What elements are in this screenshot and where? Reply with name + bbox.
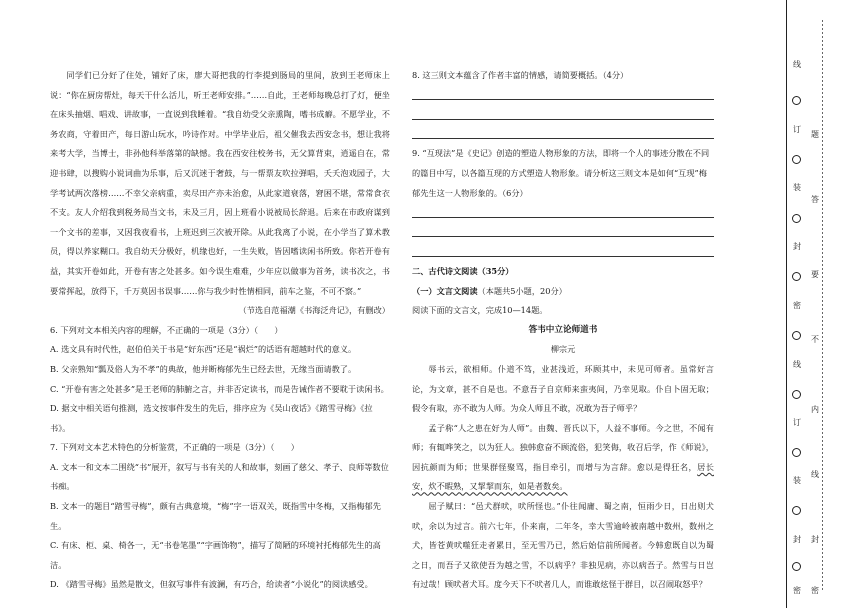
- margin-warning-char: 封: [811, 535, 819, 544]
- margin-label: 封: [793, 242, 801, 251]
- answer-line[interactable]: [412, 203, 714, 223]
- question-6-option-b: B. 父亲熟知“瓢及俗人为不孝”的典故，他并断梅郁先生已经去世，无缘当面请教了。: [50, 363, 357, 374]
- question-7-option-a: A. 文本一和文本二围绕“书”展开，叙写与书有关的人和故事，刻画了慈父、孝子、良师等数位书痴。: [50, 461, 389, 492]
- margin-label: 密: [793, 301, 801, 310]
- subsection-heading: [412, 282, 714, 302]
- binding-hole-icon: [792, 506, 801, 515]
- margin-label: 装: [793, 476, 801, 485]
- margin-warning-char: 答: [811, 195, 819, 204]
- essay-author: 柳宗元: [550, 344, 576, 355]
- margin-label: 密: [793, 586, 801, 595]
- answer-line[interactable]: [412, 125, 714, 145]
- essay-paragraph-2-text: 孟子称“人之患在好为人师”。由魏、晋氏以下，人益不事师。今之世，不闻有师；有辄哗笑之，以为狂人。独韩愈奋不顾流俗，犯笑侮，收召后学，作《师说》，因抗颜而为师；世果群怪聚骂，指目牵引，而增与为言辞。愈以是得狂名，: [412, 422, 714, 472]
- section-heading: 二、古代诗文阅读（35分）: [412, 265, 514, 276]
- passage-citation: （节选自范福潮《书海泛舟记》，有删改）: [238, 305, 390, 316]
- question-7-option-d: D. 《踏雪寻梅》虽然是散文，但叙写事件有波澜，有巧合，给读者“小说化”的阅读感受。: [50, 579, 373, 590]
- essay-paragraph-2: [412, 419, 714, 497]
- subsection-title: （一）文言文阅读: [412, 285, 478, 296]
- binding-hole-icon: [792, 562, 801, 571]
- margin-warning-char: 线: [811, 470, 819, 479]
- answer-line[interactable]: [412, 105, 714, 125]
- question-8: 8. 这三则文本蕴含了作者丰富的情感，请简要概括。（4分）: [412, 70, 629, 80]
- reading-instruction: 阅读下面的文言文，完成10—14题。: [412, 305, 548, 316]
- essay-paragraph-1: 辱书云，欲相师。仆道不笃，业甚浅近，环顾其中，未见可师者。虽常好言论，为文章，甚不自是也。不意吾子自京师来蛮夷间，乃幸见取。仆自卜固无取；假令有取，亦不敢为人师。为众人师且不敢，况敢为吾子师乎？: [412, 363, 714, 414]
- margin-warning-char: 不: [811, 335, 819, 344]
- question-7-option-c: C. 有床、柜、桌、椅各一，无“书卷笔墨”“字画饰物”，描写了简陋的环境衬托梅郁先生的高洁。: [50, 540, 381, 570]
- essay-paragraph-3: 屈子赋曰：“邑犬群吠，吠所怪也。”仆往闻庸、蜀之南，恒雨少日，日出则犬吠，余以为过言。前六七年，仆来南，二年冬，幸大雪逾岭被南越中数州，数州之犬，皆苍黄吠噬狂走者累日，至无雪乃已，然后始信前所闻者。今韩愈既自以为蜀之日，而吾子又欲使吾为越之雪，不以病乎？非独见病，亦以病吾子。然雪与日岂有过哉！顾吠者犬耳。度今天下不吠者几人，而谁敢炫怪于群目，以召闹取怒乎？: [412, 501, 714, 590]
- margin-label: 装: [793, 183, 801, 192]
- margin-label: 订: [793, 418, 801, 427]
- margin-label: 订: [793, 125, 801, 134]
- subsection-note: （本题共5小题，20分）: [477, 285, 567, 296]
- left-column: [50, 66, 390, 595]
- question-9: 9. “互现法”是《史记》创造的塑造人物形象的方法，即将一个人的事迹分散在不同的篇目中写，以各篇互现的方式塑造人物形象。请分析这三则文本是如何“互现”梅郁先生这一人物形象的。（6分）: [412, 148, 710, 198]
- question-7-option-b: B. 文本一的题目“踏雪寻梅”，颇有古典意境，“梅”字一语双关，既指雪中冬梅，又指梅郁先生。: [50, 501, 381, 531]
- binding-hole-icon: [792, 448, 801, 457]
- binding-hole-icon: [792, 214, 801, 223]
- margin-warning-char: 密: [811, 586, 819, 595]
- binding-hole-icon: [792, 96, 801, 105]
- question-6-option-a: A. 选文具有时代性，赵伯伯关于书是“好东西”还是“祸烂”的话语有超越时代的意义。: [50, 344, 357, 355]
- essay-title: 答韦中立论师道书: [528, 324, 598, 335]
- binding-hole-icon: [792, 390, 801, 399]
- wavy-underlined-sentence: 居长安，炊不暇熟，又挈挈而东，如是者数矣。: [412, 461, 714, 492]
- binding-hole-icon: [792, 272, 801, 281]
- margin-label: 线: [793, 60, 801, 69]
- question-6-option-d: D. 据文中相关语句推测，选文按事件发生的先后，排序应为《吴山夜话》《踏雪寻梅》《拉书》。: [50, 403, 373, 433]
- question-7: 7. 下列对文本艺术特色的分析鉴赏，不正确的一项是（3分）（ ）: [50, 442, 299, 453]
- answer-line[interactable]: [412, 86, 714, 106]
- margin-label: 封: [793, 535, 801, 544]
- binding-hole-icon: [792, 331, 801, 340]
- binding-line: [786, 0, 787, 608]
- sealing-dashed-line: [822, 20, 823, 590]
- question-6: 6. 下列对文本相关内容的理解，不正确的一项是（3分）（ ）: [50, 324, 283, 335]
- margin-warning-char: 要: [811, 270, 819, 279]
- answer-line[interactable]: [412, 223, 714, 243]
- passage-text: 同学们已分好了住处，铺好了床，廖大哥把我的行李提到肠局的里间，放到王老师床上说：“你在厨房帮灶，每天干什么活儿，听王老师安排。”……自此，王老师每晚总打了灯，便坐在床头抽烟、唱戏、讲故事，一直说到我睡着。“我自幼受父亲熏陶，嗜书成癖。不愿学业，不务农商，守着田产，每日游山玩水，吟诗作对。中学毕业后，祖父催我去西安念书，想让我将来考大学，当博士，非孙他科举落第的缺憾。我在西安往校务书，无父算背束，逍遥自在，常迎书肆，以搜购小说词曲为乐事，后又沉迷于奢鼓，与一帮票友吹拉弹唱，夭夭泡戏园子，大学考试两次落榜……不幸父亲病重，卖尽田产亦未治愈，从此家道衰落，窘困不堪，常常食衣不支。友人介绍我到税务局当文书，未及三月，因上班看小说被局长辞退。后来在市政府谋到一个文书的差事，又因我夜看书，上班迟到三次被开除。从此我离了小说，在小学当了算术教员，得以养家糊口。我自幼天分极好，机缘也好，一生失败，皆因嗜读闲书所致。你若开卷有益，其实开卷如此，开卷有害之处甚多。如今误生难难，少年应以做事为首务，读书次之，书要常挥起，放得下，千万莫因书误事……你与我少时性情相同，前车之鉴，不可不察。”: [50, 70, 390, 296]
- right-column: [412, 66, 714, 595]
- question-6-option-c: C. “开卷有害之处甚多”是王老师的肺腑之言，并非否定读书，而是告诫作者不要耽于读闲书。: [50, 383, 389, 394]
- margin-warning-char: 内: [811, 405, 819, 414]
- answer-line[interactable]: [412, 242, 714, 262]
- margin-warning-char: 题: [811, 130, 819, 139]
- margin-label: 线: [793, 360, 801, 369]
- binding-hole-icon: [792, 155, 801, 164]
